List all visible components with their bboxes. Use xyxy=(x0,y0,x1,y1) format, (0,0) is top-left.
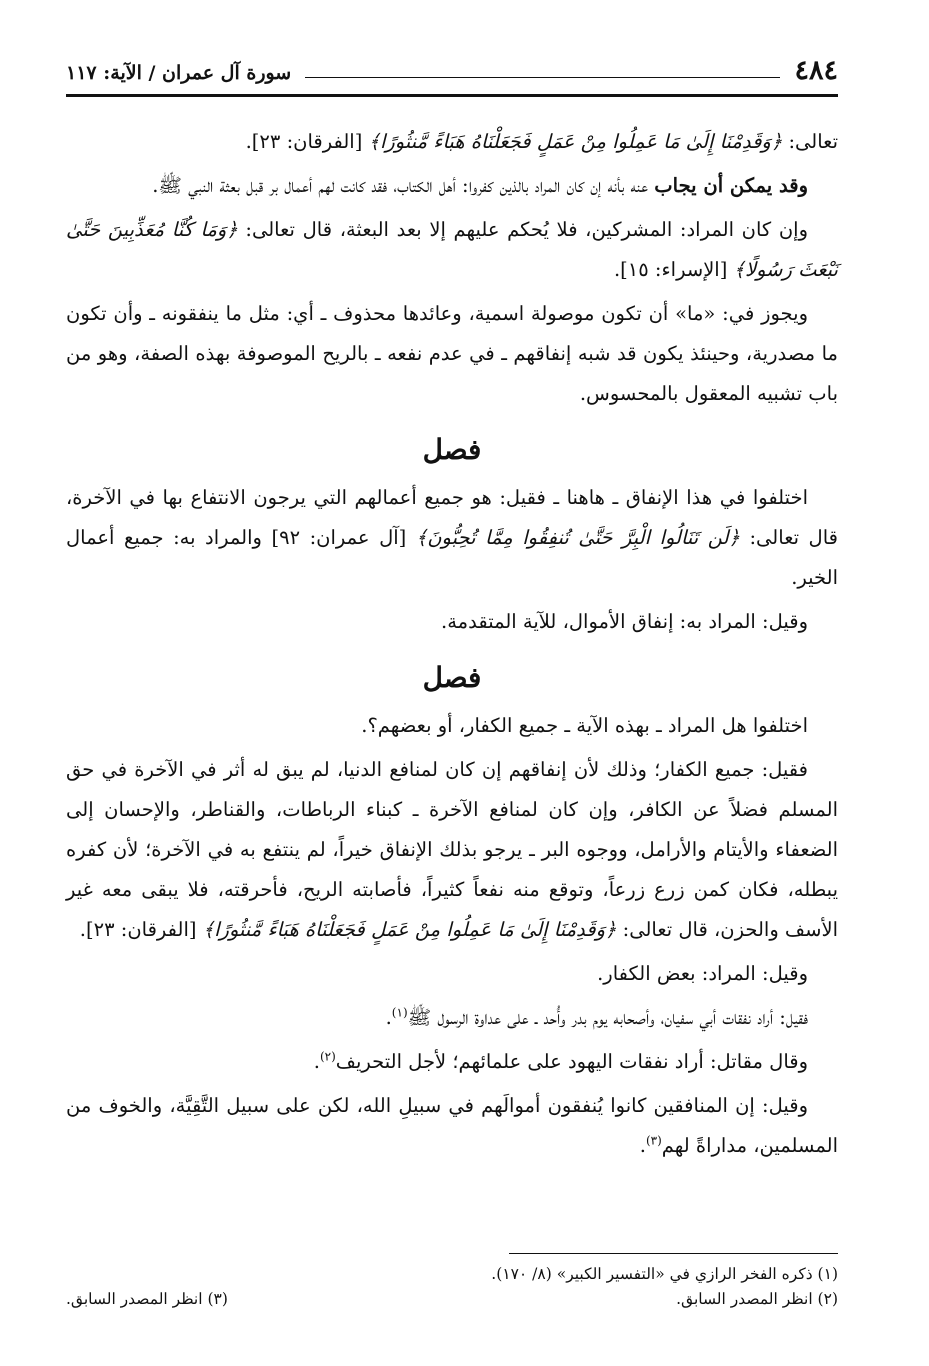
running-header xyxy=(66,52,838,92)
header-rule xyxy=(66,94,838,97)
paragraph-6: وقيل: المراد به: إنفاق الأموال، للآية المتقدمة. xyxy=(441,610,808,633)
paragraph-7: اختلفوا هل المراد ـ بهذه الآية ـ جميع الكفار، أو بعضهم؟. xyxy=(361,714,808,737)
section-heading-2: فصل xyxy=(422,661,482,694)
footnotes xyxy=(66,1262,838,1312)
header-title: سورة آل عمران / الآية: ١١٧ xyxy=(66,62,292,84)
footnote-3: (٣) انظر المصدر السابق. xyxy=(66,1290,228,1308)
paragraph-5: اختلفوا في هذا الإنفاق ـ هاهنا ـ فقيل: هو جميع أعمالهم التي يرجون الانتفاع بها في الآخرة، قال تعالى: ﴿لَن تَنَالُوا الْبِرَّ حَتَّىٰ تُنفِقُوا مِمَّا تُحِبُّونَ﴾ [آل عمران: ٩٢] والمراد به: جميع أعمال الخير. xyxy=(66,486,838,589)
page-number: ٤٨٤ xyxy=(794,55,838,86)
footnote-ref: (١) xyxy=(391,1005,408,1020)
quran-verse: ﴿وَقَدِمْنَا إِلَىٰ مَا عَمِلُوا مِنْ عَمَلٍ فَجَعَلْنَاهُ هَبَاءً مَّنثُورًا﴾ xyxy=(202,918,617,941)
paragraph-10: فقيل: أراد نفقات أبي سفيان، وأصحابه يوم بدر وأُحد ـ على عداوة الرسول ﷺ$^{(١)}$. xyxy=(385,1005,808,1029)
quran-verse: ﴿لَن تَنَالُوا الْبِرَّ حَتَّىٰ تُنفِقُوا مِمَّا تُحِبُّونَ﴾ xyxy=(415,526,740,549)
footnote-ref: (٢) xyxy=(319,1049,336,1064)
paragraph-4: ويجوز في: «ما» أن تكون موصولة اسمية، وعائدها محذوف ـ أي: مثل ما ينفقونه ـ وأن تكون ما مصدرية، وحينئذ يكون قد شبه إنفاقهم ـ في عدم نفعه ـ بالريح الموصوفة بهذه الصفة، وهو من باب تشبيه المعقول بالمحسوس. xyxy=(66,302,838,405)
quran-verse: ﴿وَمَا كُنَّا مُعَذِّبِينَ حَتَّىٰ نَبْعَثَ رَسُولًا﴾ xyxy=(66,218,838,281)
main-text xyxy=(66,122,838,1170)
paragraph-8: فقيل: جميع الكفار؛ وذلك لأن إنفاقهم إن كان لمنافع الدنيا، لم يبق له أثر في الآخرة في حق المسلم فضلاً عن الكافر، وإن كان لمنافع الآخرة ـ كبناء الرباطات، والقناطر، والإحسان إلى الضعفاء والأيتام والأرامل، ووجوه البر ـ يرجو بذلك الإنفاق خيراً، لم ينتفع به في الآخرة؛ لأن كفره يبطله، فكان كمن زرع زرعاً، وتوقع منه نفعاً كثيراً، فأصابته الريح، فأحرقته، فلا يبقى معه غير الأسف والحزن، قال تعالى: ﴿وَقَدِمْنَا إِلَىٰ مَا عَمِلُوا مِنْ عَمَلٍ فَجَعَلْنَاهُ هَبَاءً مَّنثُورًا﴾ [الفرقان: ٢٣]. xyxy=(66,758,838,941)
paragraph-1: تعالى: ﴿وَقَدِمْنَا إِلَىٰ مَا عَمِلُوا مِنْ عَمَلٍ فَجَعَلْنَاهُ هَبَاءً مَّنثُورًا﴾ [الفرقان: ٢٣]. xyxy=(245,130,838,153)
paragraph-12: وقيل: إن المنافقين كانوا يُنفقون أموالَهم في سبيلِ الله، لكن على سبيل التَّقِيَّة، والخوف من المسلمين، مداراةً لهم$^{(٣)}$. xyxy=(66,1094,838,1157)
quran-verse: ﴿وَقَدِمْنَا إِلَىٰ مَا عَمِلُوا مِنْ عَمَلٍ فَجَعَلْنَاهُ هَبَاءً مَّنثُورًا﴾ xyxy=(368,130,783,153)
header-leader-line xyxy=(305,77,780,78)
paragraph-2: وقد يمكن أن يجاب عنه بأنه إن كان المراد بالذين كفروا: أهل الكتاب، فقد كانت لهم أعمال بر قبل بعثة النبي ﷺ. xyxy=(152,174,808,197)
paragraph-3: وإن كان المراد: المشركين، فلا يُحكم عليهم إلا بعد البعثة، قال تعالى: ﴿وَمَا كُنَّا مُعَذِّبِينَ حَتَّىٰ نَبْعَثَ رَسُولًا﴾ [الإسراء: ١٥]. xyxy=(66,218,838,281)
footnote-row xyxy=(66,1287,838,1312)
footnote-2: (٢) انظر المصدر السابق. xyxy=(676,1290,838,1308)
paragraph-9: وقيل: المراد: بعض الكفار. xyxy=(597,962,808,985)
section-heading-1: فصل xyxy=(422,433,482,466)
footnote-1: (١) ذكره الفخر الرازي في «التفسير الكبير» (٨/ ١٧٠). xyxy=(491,1265,838,1283)
footnote-ref: (٣) xyxy=(645,1133,662,1148)
footnote-rule xyxy=(509,1253,838,1254)
paragraph-11: وقال مقاتل: أراد نفقات اليهود على علمائهم؛ لأجل التحريف$^{(٢)}$. xyxy=(313,1049,808,1073)
